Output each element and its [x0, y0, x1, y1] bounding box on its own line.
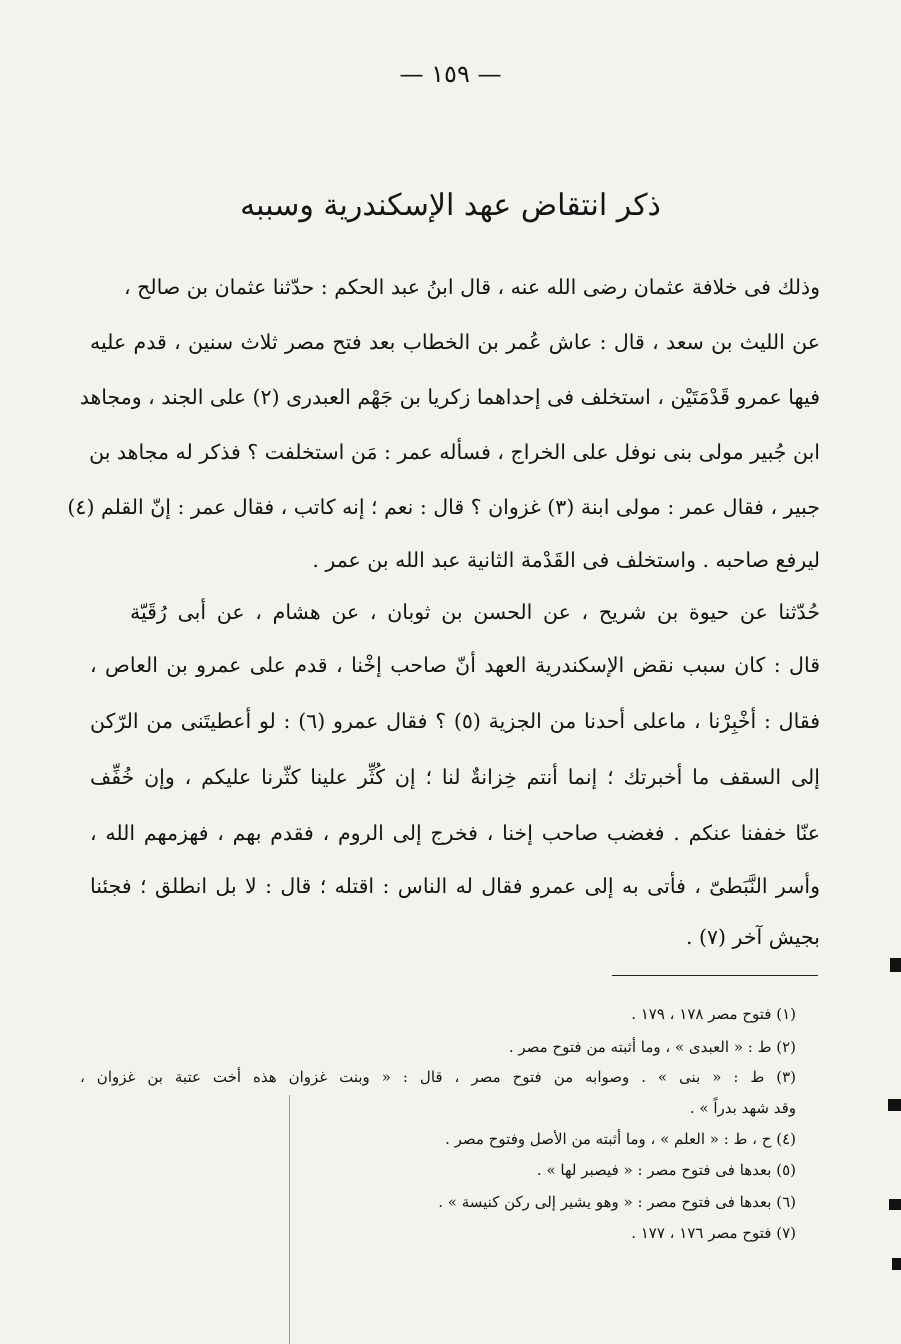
text-line: فيها عمرو قَدْمَتَيْن ، استخلف فى إحداهما زكريا بن جَهْم العبدرى (٢) على الجند ، ومجاهد	[79, 385, 820, 409]
footnote: وقد شهد بدراً » .	[689, 1099, 796, 1117]
footnote: (٤) ح ، ط : « العلم » ، وما أثبته من الأصل وفتوح مصر .	[445, 1130, 796, 1148]
text-line: ابن جُبير مولى بنى نوفل على الخراج ، فسأله عمر : مَن استخلفت ؟ فذكر له مجاهد بن	[89, 440, 820, 464]
text-line: حُدّثنا عن حيوة بن شريح ، عن الحسن بن ثوبان ، عن هشام ، عن أبى رُقَيّة	[130, 600, 820, 624]
footnote: (٢) ط : « العبدى » ، وما أثبته من فتوح مصر .	[508, 1038, 796, 1056]
scan-margin-mark	[888, 1099, 901, 1111]
text-line: جبير ، فقال عمر : مولى ابنة (٣) غزوان ؟ قال : نعم ؛ إنه كاتب ، فقال عمر : إنّ القلم (٤)	[67, 495, 820, 519]
text-line: عنّا خففنا عنكم . فغضب صاحب إخنا ، فخرج إلى الروم ، فقدم بهم ، فهزمهم الله ،	[90, 821, 820, 845]
text-line: وأسر النَّبَطىّ ، فأتى به إلى عمرو فقال له الناس : اقتله ؛ قال : لا بل انطلق ؛ فجئنا	[90, 874, 820, 898]
page-number: — ١٥٩ —	[399, 60, 502, 88]
text-line: وذلك فى خلافة عثمان رضى الله عنه ، قال ابنُ عبد الحكم : حدّثنا عثمان بن صالح ،	[124, 275, 820, 299]
text-line: قال : كان سبب نقض الإسكندرية العهد أنّ صاحب إخْنا ، قدم على عمرو بن العاص ،	[90, 653, 820, 677]
text-line: عن الليث بن سعد ، قال : عاش عُمر بن الخطاب بعد فتح مصر ثلاث سنين ، قدم عليه	[90, 330, 820, 354]
footnote: (٧) فتوح مصر ١٧٦ ، ١٧٧ .	[631, 1224, 796, 1242]
footnote: (٥) بعدها فى فتوح مصر : « فيصبر لها » .	[536, 1161, 796, 1179]
scan-margin-mark	[892, 1258, 901, 1270]
footnote-separator	[612, 975, 818, 976]
scan-margin-mark	[889, 1199, 901, 1210]
footnote: (٦) بعدها فى فتوح مصر : « وهو يشير إلى ركن كنيسة » .	[438, 1193, 796, 1211]
text-line: فقال : أخْبِرْنا ، ماعلى أحدنا من الجزية (٥) ؟ فقال عمرو (٦) : لو أعطيتَنى من الرّكن	[90, 709, 820, 733]
scan-fold-line	[289, 1095, 290, 1344]
text-line: بجيش آخر (٧) .	[685, 925, 820, 949]
section-title: ذكر انتقاض عهد الإسكندرية وسببه	[240, 188, 661, 223]
footnote: (١) فتوح مصر ١٧٨ ، ١٧٩ .	[631, 1005, 796, 1023]
text-line: إلى السقف ما أخبرتك ؛ إنما أنتم خِزانةٌ لنا ؛ إن كُثِّر علينا كثّرنا عليكم ، وإن خُفِّف	[90, 765, 820, 789]
footnote: (٣) ط : « بنى » . وصوابه من فتوح مصر ، قال : « وبنت غزوان هذه أخت عتبة بن غزوان ،	[80, 1068, 796, 1086]
text-line: ليرفع صاحبه . واستخلف فى القَدْمة الثانية عبد الله بن عمر .	[312, 548, 820, 572]
scan-margin-mark	[890, 958, 901, 972]
